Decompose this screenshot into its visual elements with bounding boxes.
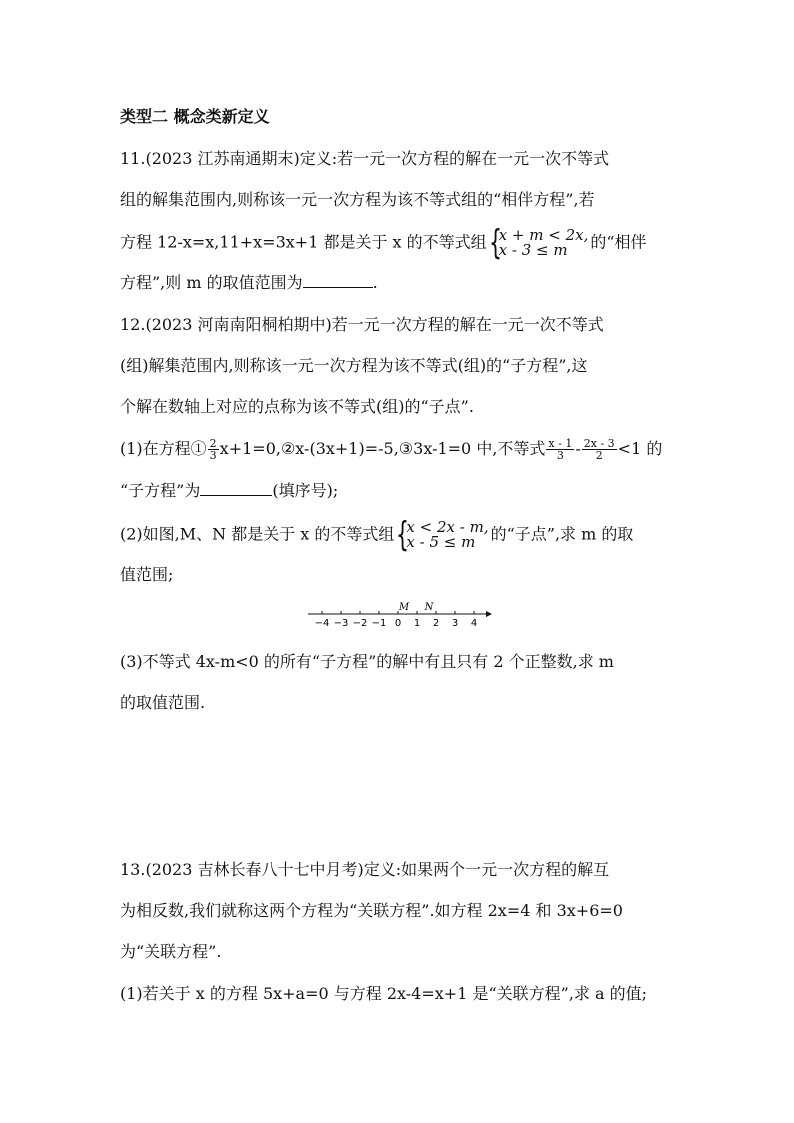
q12-part-2-line-1 — [120, 515, 634, 555]
q13-line-1: 13.(2023 吉林长春八十七中月考)定义:如果两个一元一次方程的解互 — [120, 860, 610, 879]
q11-line-4-text: 方程”,则 m 的取值范围为 — [120, 273, 303, 292]
number-line-tick-label: −3 — [333, 618, 349, 629]
number-line-tick-label: −2 — [352, 618, 368, 629]
q11-answer-blank[interactable] — [303, 273, 373, 288]
number-line-tick-label: 0 — [394, 618, 402, 629]
number-line-tick-label: 2 — [432, 618, 440, 629]
fraction-numerator: 2 — [209, 437, 217, 450]
number-line-tick-label: 4 — [470, 618, 478, 629]
q12-part-1-b: x+1=0,②x-(3x+1)=-5,③3x-1=0 中,不等式 — [219, 439, 546, 458]
q13-line-3: 为“关联方程”. — [120, 942, 222, 961]
number-line-tick-label: 3 — [451, 618, 459, 629]
q12-part-1-a: (1)在方程① — [120, 439, 207, 458]
q12-line-1: 12.(2023 河南南阳桐柏期中)若一元一次方程的解在一元一次不等式 — [120, 315, 604, 334]
q13-line-2: 为相反数,我们就称这两个方程为“关联方程”.如方程 2x=4 和 3x+6=0 — [120, 901, 623, 920]
number-line-tick-label: −4 — [314, 618, 330, 629]
q12-part-2-line-2: 值范围; — [120, 565, 174, 584]
q11-line-2: 组的解集范围内,则称该一元一次方程为该不等式组的“相伴方程”,若 — [120, 190, 595, 209]
q11-system-row-2: x - 3 ≤ m — [498, 241, 568, 259]
q11-line-3 — [120, 223, 647, 263]
q12-fraction-x-minus-1 — [546, 438, 574, 461]
arrow-right-icon — [486, 611, 492, 617]
brace-icon: { — [488, 223, 502, 263]
q12-part-2-text: (2)如图,M、N 都是关于 x 的不等式组 — [120, 524, 395, 544]
fraction-denominator: 3 — [209, 449, 217, 462]
q11-system-row-1: x + m < 2x, — [498, 226, 589, 244]
q11-line-4-end: . — [372, 273, 378, 292]
q12-line-2: (组)解集范围内,则称该一元一次方程为该不等式(组)的“子方程”,这 — [120, 356, 588, 375]
q12-fraction-two-thirds — [208, 438, 219, 461]
q12-system-row-2: x - 5 ≤ m — [406, 533, 476, 551]
q12-system-row-1: x < 2x - m, — [406, 518, 489, 536]
q11-inequality-system — [488, 223, 589, 263]
q12-part-1-c: <1 的 — [617, 439, 663, 458]
q11-line-1: 11.(2023 江苏南通期末)定义:若一元一次方程的解在一元一次不等式 — [120, 149, 610, 168]
number-line-tick-label: −1 — [371, 618, 387, 629]
q12-part-3-line-2: 的取值范围. — [120, 693, 206, 712]
brace-icon: { — [396, 515, 410, 555]
fraction-denominator: 3 — [556, 449, 564, 462]
fraction-numerator: 2x - 3 — [583, 437, 615, 450]
section-title: 类型二 概念类新定义 — [120, 107, 270, 126]
q11-line-3-text: 方程 12-x=x,11+x=3x+1 都是关于 x 的不等式组 — [120, 232, 487, 252]
q12-part-1-line-2 — [120, 480, 338, 502]
q12-fraction-2x-minus-3 — [582, 438, 617, 461]
fraction-denominator: 2 — [595, 449, 603, 462]
q11-line-3-end: 的“相伴 — [590, 232, 647, 252]
q12-part-1-line-1 — [120, 438, 662, 461]
q12-part-2-end: 的“子点”,求 m 的取 — [490, 524, 634, 544]
fraction-numerator: x - 1 — [548, 437, 573, 450]
q12-inequality-system — [396, 515, 489, 555]
q12-answer-blank[interactable] — [200, 481, 272, 496]
q13-part-1: (1)若关于 x 的方程 5x+a=0 与方程 2x-4=x+1 是“关联方程”,求 a 的值; — [120, 984, 648, 1003]
number-line-figure — [300, 600, 500, 630]
q11-line-4 — [120, 272, 378, 294]
q12-minus-sign: - — [575, 439, 581, 458]
point-n-label: N — [424, 602, 434, 613]
q12-part-1-line-2-text: “子方程”为 — [120, 481, 201, 500]
point-m-label: M — [398, 602, 410, 613]
number-line-tick-label: 1 — [413, 618, 421, 629]
q12-part-1-line-2-end: (填序号); — [272, 481, 339, 500]
q12-part-3-line-1: (3)不等式 4x-m<0 的所有“子方程”的解中有且只有 2 个正整数,求 m — [120, 652, 614, 671]
q12-line-3: 个解在数轴上对应的点称为该不等式(组)的“子点”. — [120, 397, 474, 416]
